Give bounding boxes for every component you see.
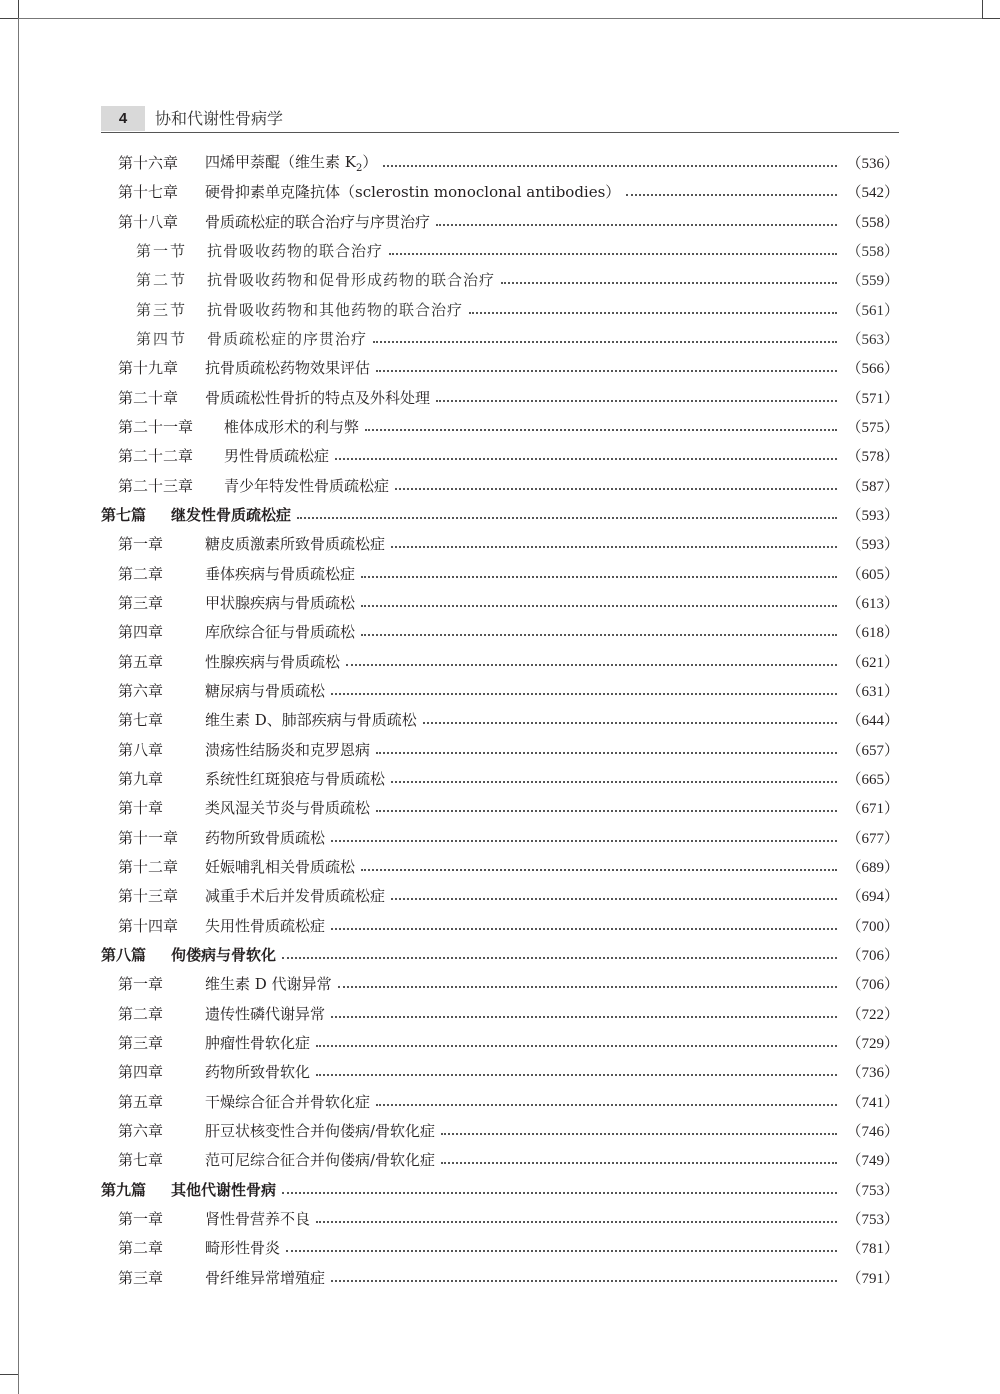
toc-entry-page: （665） — [846, 772, 899, 789]
dot-leader — [436, 399, 837, 402]
toc-entry-title — [205, 885, 385, 906]
toc-entry-number: 第十三章 — [118, 887, 179, 906]
toc-entry-title — [205, 973, 332, 994]
toc-entry-number: 第二章 — [118, 564, 164, 583]
dot-leader — [383, 164, 837, 167]
toc-entry-title — [205, 621, 355, 642]
toc-entry-title — [205, 592, 355, 613]
toc-entry-chapter[interactable] — [101, 412, 899, 441]
toc-entry-title — [205, 533, 385, 554]
crop-mark-top-left-h — [0, 18, 18, 19]
crop-mark-top-right-v — [982, 0, 983, 18]
toc-entry-title-text: 佝偻病与骨软化 — [171, 946, 277, 965]
toc-entry-title — [205, 181, 620, 202]
toc-entry-page: （593） — [846, 508, 899, 525]
dot-leader — [361, 633, 837, 636]
toc-entry-number: 第三章 — [118, 1034, 164, 1052]
dot-leader — [338, 985, 837, 988]
toc-entry-title — [205, 651, 340, 672]
toc-entry-title-text: 继发性骨质疏松症 — [171, 506, 292, 525]
dot-leader — [391, 897, 837, 900]
toc-entry-title-text: 骨质疏松性骨折的特点及外科处理 — [205, 388, 431, 407]
toc-entry-number: 第二章 — [118, 1004, 164, 1023]
toc-entry-number: 第七章 — [118, 711, 164, 730]
toc-entry-title — [171, 1179, 276, 1200]
dot-leader — [331, 692, 837, 695]
toc-entry-title — [205, 211, 430, 232]
toc-entry-section[interactable] — [101, 295, 899, 324]
toc-entry-title-text: 甲状腺疾病与骨质疏松 — [205, 594, 356, 613]
toc-entry-part[interactable] — [101, 940, 899, 969]
dot-leader — [389, 252, 837, 255]
toc-entry-number: 第十一章 — [118, 828, 179, 847]
toc-entry-page: （689） — [846, 860, 899, 877]
toc-entry-part[interactable] — [101, 500, 899, 529]
toc-entry-title — [205, 1032, 310, 1053]
dot-leader — [391, 780, 837, 783]
toc-entry-chapter[interactable] — [101, 852, 899, 881]
toc-entry-page: （613） — [846, 596, 899, 613]
toc-entry-title-text: 青少年特发性骨质疏松症 — [224, 476, 390, 495]
dot-leader — [373, 340, 837, 343]
toc-entry-page: （644） — [846, 713, 899, 730]
toc-entry-page: （559） — [846, 273, 899, 290]
toc-entry-title-text: 维生素 D、肺部疾病与骨质疏松 — [205, 711, 417, 730]
toc-entry-number: 第六章 — [118, 1121, 164, 1140]
toc-entry-number: 第十二章 — [118, 858, 179, 877]
toc-entry-number: 第一章 — [118, 535, 164, 554]
toc-entry-title — [205, 739, 370, 760]
toc-entry-title — [207, 240, 383, 261]
toc-entry-number: 第十九章 — [118, 359, 179, 378]
dot-leader — [469, 311, 837, 314]
toc-entry-chapter[interactable] — [101, 1087, 899, 1116]
toc-entry-chapter[interactable] — [101, 177, 899, 206]
toc-entry-number: 第一章 — [118, 975, 164, 994]
toc-entry-chapter[interactable] — [101, 148, 899, 177]
toc-entry-title — [224, 445, 329, 466]
toc-entry-title — [224, 416, 359, 437]
dot-leader — [376, 751, 837, 754]
toc-entry-title-text: 范可尼综合征合并佝偻病/骨软化症 — [205, 1151, 436, 1170]
dot-leader — [423, 721, 837, 724]
toc-entry-page: （729） — [846, 1036, 899, 1052]
toc-entry-page: （722） — [846, 1006, 899, 1023]
toc-entry-page: （746） — [846, 1123, 899, 1140]
dot-leader — [282, 956, 837, 959]
toc-entry-page: （781） — [846, 1241, 899, 1258]
page-number: 4 — [101, 106, 145, 131]
toc-entry-title — [205, 563, 355, 584]
toc-entry-page: （558） — [846, 244, 899, 261]
toc-entry-page: （571） — [846, 390, 899, 407]
toc-entry-number: 第九章 — [118, 770, 164, 789]
dot-leader — [391, 545, 837, 548]
dot-leader — [286, 1249, 837, 1252]
dot-leader — [361, 604, 837, 607]
dot-leader — [331, 1015, 837, 1018]
toc-entry-chapter[interactable] — [101, 705, 899, 734]
toc-entry-title-text: 药物所致骨软化 — [205, 1063, 311, 1082]
toc-entry-title — [205, 768, 385, 789]
toc-entry-number: 第三章 — [118, 1268, 164, 1287]
toc-entry-number: 第三节 — [136, 300, 188, 319]
toc-entry-page: （605） — [846, 566, 899, 583]
toc-entry-title — [205, 1237, 280, 1258]
toc-entry-page: （677） — [846, 830, 899, 847]
toc-entry-title — [205, 1003, 325, 1024]
toc-entry-section[interactable] — [101, 265, 899, 294]
toc-entry-title-text: 男性骨质疏松症 — [224, 447, 330, 466]
toc-entry-chapter[interactable] — [101, 1028, 899, 1057]
toc-entry-title — [205, 797, 370, 818]
toc-entry-number: 第十章 — [118, 799, 164, 818]
toc-entry-page: （753） — [846, 1211, 899, 1228]
toc-entry-title-text: 性腺疾病与骨质疏松 — [205, 652, 341, 671]
toc-entry-number: 第二十一章 — [118, 418, 194, 437]
crop-mark-left-line — [18, 18, 19, 1394]
toc-entry-number: 第二节 — [136, 271, 188, 290]
toc-entry-title — [205, 1208, 310, 1229]
dot-leader — [361, 575, 837, 578]
toc-entry-page: （621） — [846, 654, 899, 671]
toc-entry-title-text: 垂体疾病与骨质疏松症 — [205, 564, 356, 583]
toc-entry-chapter[interactable] — [101, 676, 899, 705]
toc-entry-title-text: 糖尿病与骨质疏松 — [205, 682, 326, 701]
toc-entry-number: 第八章 — [118, 740, 164, 759]
toc-entry-number: 第四节 — [136, 330, 188, 349]
toc-entry-chapter[interactable] — [101, 1145, 899, 1174]
toc-entry-title-text: 硬骨抑素单克隆抗体（sclerostin monoclonal antibodies） — [205, 183, 621, 202]
dot-leader — [395, 487, 837, 490]
toc-entry-title — [207, 269, 495, 290]
toc-entry-number: 第七章 — [118, 1151, 164, 1170]
toc-entry-number: 第十七章 — [118, 183, 179, 202]
toc-entry-number: 第二章 — [118, 1239, 164, 1258]
toc-entry-page: （561） — [846, 302, 899, 319]
toc-entry-title-text: 糖皮质激素所致骨质疏松症 — [205, 535, 386, 554]
toc-entry-title — [205, 1149, 435, 1170]
toc-entry-title-text: 骨质疏松症的联合治疗与序贯治疗 — [205, 212, 431, 231]
toc-entry-section[interactable] — [101, 324, 899, 353]
toc-entry-number: 第二十章 — [118, 388, 179, 407]
toc-entry-title — [171, 504, 291, 525]
toc-entry-page: （700） — [846, 918, 899, 935]
toc-entry-title — [205, 827, 325, 848]
toc-entry-chapter[interactable] — [101, 793, 899, 822]
toc-entry-number: 第九篇 — [101, 1180, 147, 1199]
toc-entry-title-text: 抗骨吸收药物的联合治疗 — [207, 242, 384, 261]
toc-entry-chapter[interactable] — [101, 383, 899, 412]
toc-entry-title — [205, 856, 355, 877]
dot-leader — [376, 1103, 837, 1106]
toc-entry-chapter[interactable] — [101, 647, 899, 676]
dot-leader — [297, 516, 837, 519]
dot-leader — [441, 1161, 837, 1164]
toc-entry-page: （741） — [846, 1094, 899, 1111]
running-header — [101, 104, 899, 133]
toc-entry-chapter[interactable] — [101, 1233, 899, 1262]
toc-entry-title-text: 抗骨吸收药物和促骨形成药物的联合治疗 — [207, 271, 496, 290]
toc-entry-title — [205, 1091, 370, 1112]
toc-entry-title-text: 遗传性磷代谢异常 — [205, 1004, 326, 1023]
dot-leader — [376, 369, 837, 372]
dot-leader — [361, 868, 837, 871]
toc-entry-chapter[interactable] — [101, 911, 899, 940]
toc-entry-title-text: 抗骨吸收药物和其他药物的联合治疗 — [207, 300, 464, 319]
dot-leader — [365, 428, 837, 431]
toc-entry-title-text: 其他代谢性骨病 — [171, 1180, 277, 1199]
dot-leader — [282, 1191, 837, 1194]
toc-entry-chapter[interactable] — [101, 823, 899, 852]
toc-entry-title-end: ） — [362, 153, 378, 172]
toc-entry-chapter[interactable] — [101, 735, 899, 764]
toc-entry-number: 第三章 — [118, 594, 164, 613]
dot-leader — [346, 663, 837, 666]
toc-entry-chapter[interactable] — [101, 529, 899, 558]
dot-leader — [501, 281, 837, 284]
toc-entry-chapter[interactable] — [101, 588, 899, 617]
toc-entry-section[interactable] — [101, 236, 899, 265]
dot-leader — [316, 1220, 837, 1223]
toc-entry-title — [205, 1061, 310, 1082]
dot-leader — [316, 1073, 837, 1076]
toc-entry-chapter[interactable] — [101, 1057, 899, 1086]
toc-entry-page: （563） — [846, 332, 899, 349]
toc-entry-number: 第五章 — [118, 652, 164, 671]
toc-entry-number: 第十八章 — [118, 212, 179, 231]
toc-entry-title — [205, 1120, 435, 1141]
toc-entry-title-text: 妊娠哺乳相关骨质疏松 — [205, 858, 356, 877]
dot-leader — [626, 193, 837, 196]
dot-leader — [376, 809, 837, 812]
dot-leader — [331, 927, 837, 930]
toc-entry-title — [205, 357, 370, 378]
table-of-contents — [101, 148, 899, 1292]
dot-leader — [441, 1132, 837, 1135]
crop-mark-top-right-h — [982, 18, 1000, 19]
toc-entry-page: （587） — [846, 478, 899, 495]
toc-entry-page: （706） — [846, 948, 899, 965]
toc-entry-chapter[interactable] — [101, 617, 899, 646]
toc-entry-chapter[interactable] — [101, 559, 899, 588]
toc-entry-title-text: 肝豆状核变性合并佝偻病/骨软化症 — [205, 1121, 436, 1140]
toc-entry-chapter[interactable] — [101, 471, 899, 500]
toc-entry-title — [207, 328, 367, 349]
toc-entry-part[interactable] — [101, 1174, 899, 1203]
dot-leader — [335, 457, 837, 460]
book-title: 协和代谢性骨病学 — [155, 109, 284, 128]
toc-entry-title-text: 干燥综合征合并骨软化症 — [205, 1092, 371, 1111]
toc-entry-title-text: 减重手术后并发骨质疏松症 — [205, 887, 386, 906]
toc-entry-title — [207, 299, 463, 320]
toc-entry-chapter[interactable] — [101, 999, 899, 1028]
crop-mark-top-line — [18, 18, 982, 19]
toc-entry-page: （736） — [846, 1065, 899, 1082]
toc-entry-chapter[interactable] — [101, 207, 899, 236]
toc-entry-title-text: 抗骨质疏松药物效果评估 — [205, 359, 371, 378]
toc-entry-title-text: 椎体成形术的利与弊 — [224, 418, 360, 437]
toc-entry-page: （575） — [846, 420, 899, 437]
toc-entry-number: 第五章 — [118, 1092, 164, 1111]
toc-entry-title-text: 失用性骨质疏松症 — [205, 916, 326, 935]
toc-entry-number: 第四章 — [118, 1063, 164, 1082]
toc-entry-chapter[interactable] — [101, 881, 899, 910]
toc-entry-page: （657） — [846, 742, 899, 759]
toc-entry-chapter[interactable] — [101, 441, 899, 470]
toc-entry-page: （671） — [846, 801, 899, 818]
dot-leader — [436, 223, 837, 226]
toc-entry-title-text: 肾性骨营养不良 — [205, 1209, 311, 1228]
toc-entry-title — [205, 151, 377, 174]
toc-entry-number: 第十六章 — [118, 154, 179, 173]
toc-entry-chapter[interactable] — [101, 1116, 899, 1145]
toc-entry-page: （542） — [846, 185, 899, 202]
toc-entry-page: （706） — [846, 977, 899, 994]
toc-entry-page: （566） — [846, 361, 899, 378]
toc-entry-number: 第一节 — [136, 242, 188, 261]
toc-entry-chapter[interactable] — [101, 764, 899, 793]
toc-entry-title-text: 四烯甲萘醌（维生素 K — [205, 153, 356, 172]
toc-entry-chapter[interactable] — [101, 353, 899, 382]
toc-entry-title-text: 畸形性骨炎 — [205, 1239, 281, 1258]
toc-entry-page: （618） — [846, 625, 899, 642]
toc-entry-number: 第六章 — [118, 682, 164, 701]
toc-entry-number: 第二十二章 — [118, 447, 194, 466]
toc-entry-number: 第八篇 — [101, 946, 147, 965]
crop-mark-top-left-v — [18, 0, 19, 18]
toc-entry-title — [205, 680, 325, 701]
crop-mark-bottom-left-h — [0, 1374, 18, 1375]
dot-leader — [331, 839, 837, 842]
toc-entry-title-text: 类风湿关节炎与骨质疏松 — [205, 799, 371, 818]
toc-entry-title-text: 系统性红斑狼疮与骨质疏松 — [205, 770, 386, 789]
dot-leader — [316, 1044, 837, 1047]
toc-entry-title — [224, 475, 389, 496]
toc-entry-title — [205, 1267, 325, 1288]
toc-entry-title-text: 骨纤维异常增殖症 — [205, 1268, 326, 1287]
toc-entry-number: 第十四章 — [118, 916, 179, 935]
toc-entry-chapter[interactable] — [101, 969, 899, 998]
toc-entry-title-text: 库欣综合征与骨质疏松 — [205, 623, 356, 642]
toc-entry-number: 第四章 — [118, 623, 164, 642]
toc-entry-number: 第七篇 — [101, 506, 147, 525]
toc-entry-page: （593） — [846, 537, 899, 554]
toc-entry-number: 第二十三章 — [118, 476, 194, 495]
toc-entry-subscript: 2 — [355, 163, 363, 175]
toc-entry-page: （558） — [846, 214, 899, 231]
toc-entry-title-text: 溃疡性结肠炎和克罗恩病 — [205, 740, 371, 759]
toc-entry-title — [205, 915, 325, 936]
toc-entry-number: 第一章 — [118, 1209, 164, 1228]
toc-entry-title-text: 骨质疏松症的序贯治疗 — [207, 330, 368, 349]
toc-entry-page: （694） — [846, 889, 899, 906]
toc-entry-page: （536） — [846, 156, 899, 173]
toc-entry-page: （578） — [846, 449, 899, 466]
toc-entry-chapter[interactable] — [101, 1262, 899, 1291]
toc-entry-title — [205, 387, 430, 408]
toc-entry-title-text: 肿瘤性骨软化症 — [205, 1034, 311, 1052]
toc-entry-title-text: 维生素 D 代谢异常 — [205, 975, 332, 994]
toc-entry-page: （631） — [846, 684, 899, 701]
toc-entry-page: （791） — [846, 1270, 899, 1287]
toc-entry-title — [171, 944, 276, 965]
toc-entry-title-text: 药物所致骨质疏松 — [205, 828, 326, 847]
dot-leader — [331, 1279, 837, 1282]
toc-entry-page: （753） — [846, 1182, 899, 1199]
toc-entry-page: （749） — [846, 1153, 899, 1170]
toc-entry-title — [205, 709, 417, 730]
toc-entry-chapter[interactable] — [101, 1204, 899, 1233]
